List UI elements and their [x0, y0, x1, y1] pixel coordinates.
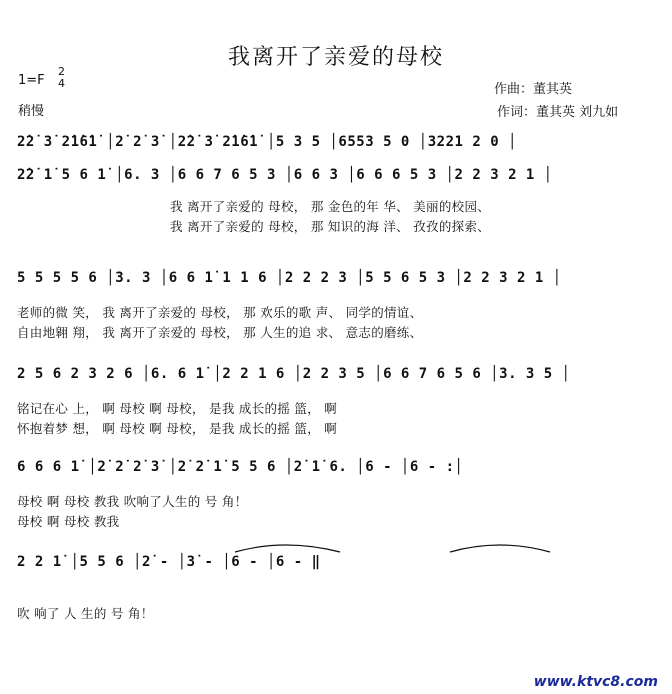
lyricist-credit: 作词：董其英 刘九如: [497, 105, 619, 120]
lyric-verse-2: 自由地翱 翔， 我 离开了亲爱的 母校， 那 人生的追 求、 意志的磨练、: [17, 325, 423, 340]
lyric-verse-1: 我 离开了亲爱的 母校， 那 金色的年 华、 美丽的校园、: [170, 199, 491, 214]
score-row-5: [0, 459, 672, 529]
score-row-2: [0, 167, 672, 237]
lyric-verse-2: 我 离开了亲爱的 母校， 那 知识的海 洋、 孜孜的探索、: [170, 219, 491, 234]
row-notes: 2̇2̇ 1̇ 5 6 1̇ │6. 3 │6 6 7 6 5 3 │6 6 3 │6 6 6 5 3 │2 2 3 2 1 │: [17, 167, 553, 183]
row-notes: 2̇2̇ 3̇ 2̇1̇6̇1̇ │2̇ 2̇ 3̇ │2̇2̇ 3̇ 2̇1̇6̇1̇ │5 3 5 │6553 5 0 │3221 2 0 │: [17, 134, 518, 150]
lyric-verse-2: 母校 啊 母校 教我: [17, 514, 120, 529]
tempo-marking: 稍慢: [18, 104, 45, 119]
lyric-verse-1: 吹 响了 人 生的 号 角！: [17, 606, 154, 621]
composer-credit: 作曲：董其英: [494, 82, 573, 97]
song-title: 我离开了亲爱的母校: [227, 45, 444, 70]
row-notes: 5 5 5 5 6 │3. 3 │6 6 1̇ 1 1 6 │2 2 2 3 │5 5 6 5 3 │2 2 3 2 1 │: [17, 270, 562, 286]
row-notes: 6 6 6 1̇ │2̇ 2̇ 2̇ 3̇ │2̇ 2̇ 1̇ 5 5 6 │2̇ 1̇ 6. │6 - │6 - :│: [17, 459, 464, 475]
score-row-4: [0, 366, 672, 436]
score-row-6: [0, 554, 672, 624]
lyric-verse-1: 铭记在心 上， 啊 母校 啊 母校， 是我 成长的摇 篮， 啊: [17, 401, 338, 416]
lyric-verse-2: 怀抱着梦 想， 啊 母校 啊 母校， 是我 成长的摇 篮， 啊: [17, 421, 338, 436]
lyric-verse-1: 老师的微 笑， 我 离开了亲爱的 母校， 那 欢乐的歌 声、 同学的情谊、: [17, 305, 423, 320]
site-watermark: www.ktvc8.com: [533, 674, 658, 690]
time-signature-bottom: 4: [58, 77, 65, 90]
score-row-1: [0, 134, 672, 164]
time-signature-top: 2: [58, 65, 65, 78]
key-signature: 1=F: [18, 73, 45, 88]
row-notes: 2 5 6 2 3 2 6 │6. 6 1̇ │2 2 1 6 │2 2 3 5 │6 6 7 6 5 6 │3. 3 5 │: [17, 366, 571, 382]
row-notes: 2 2 1̇ │5 5 6 │2̇ - │3̇ - │6 - │6 - ‖: [17, 554, 321, 570]
score-row-3: [0, 270, 672, 340]
time-signature: [58, 66, 65, 90]
tie-arcs: [230, 540, 560, 554]
lyric-verse-1: 母校 啊 母校 教我 吹响了人生的 号 角！: [17, 494, 248, 509]
